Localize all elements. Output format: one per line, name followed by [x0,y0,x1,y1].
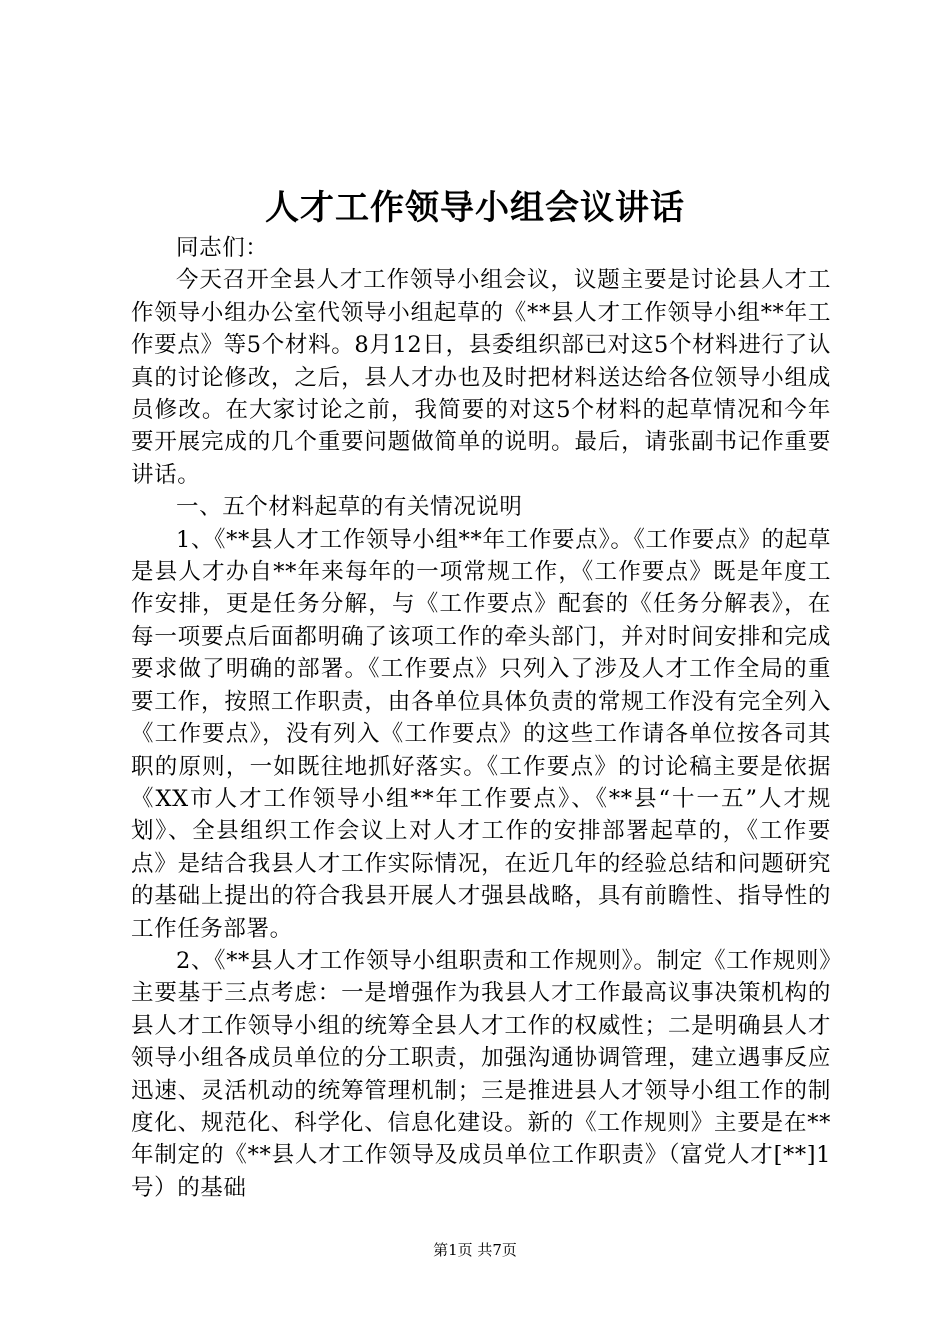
page-footer: 第1页 共7页 [433,1241,517,1259]
paragraph-intro: 今天召开全县人才工作领导小组会议，议题主要是讨论县人才工作领导小组办公室代领导小组起草的《**县人才工作领导小组**年工作要点》等5个材料。8月12日，县委组织部已对这5个材料进行了认真的讨论修改，之后，县人才办也及时把材料送达给各位领导小组成员修改。在大家讨论之前，我简要的对这5个材料的起草情况和今年要开展完成的几个重要问题做简单的说明。最后，请张副书记作重要讲话。 [131,267,831,488]
document-body [131,232,831,1204]
paragraph-item-1: 1、《**县人才工作领导小组**年工作要点》。《工作要点》的起草是县人才办自**年来每年的一项常规工作，《工作要点》既是年度工作安排，更是任务分解，与《工作要点》配套的《任务分解表》，在每一项要点后面都明确了该项工作的牵头部门，并对时间安排和完成要求做了明确的部署。《工作要点》只列入了涉及人才工作全局的重要工作，按照工作职责，由各单位具体负责的常规工作没有完全列入《工作要点》，没有列入《工作要点》的这些工作请各单位按各司其职的原则，一如既往地抓好落实。《工作要点》的讨论稿主要是依据《XX市人才工作领导小组**年工作要点》、《**县“十一五”人才规划》、全县组织工作会议上对人才工作的安排部署起草的，《工作要点》是结合我县人才工作实际情况，在近几年的经验总结和问题研究的基础上提出的符合我县开展人才强县战略，具有前瞻性、指导性的工作任务部署。 [131,526,831,942]
section-heading-1: 一、五个材料起草的有关情况说明 [176,494,523,521]
paragraph-item-2: 2、《**县人才工作领导小组职责和工作规则》。制定《工作规则》主要基于三点考虑：一是增强作为我县人才工作最高议事决策机构的县人才工作领导小组的统筹全县人才工作的权威性；二是明确县人才领导小组各成员单位的分工职责，加强沟通协调管理，建立遇事反应迅速、灵活机动的统筹管理机制；三是推进县人才领导小组工作的制度化、规范化、科学化、信息化建设。新的《工作规则》主要是在**年制定的《**县人才工作领导及成员单位工作职责》（富党人才[**]1号）的基础 [131,947,831,1201]
document-title: 人才工作领导小组会议讲话 [265,188,685,228]
salutation: 同志们： [176,235,269,261]
